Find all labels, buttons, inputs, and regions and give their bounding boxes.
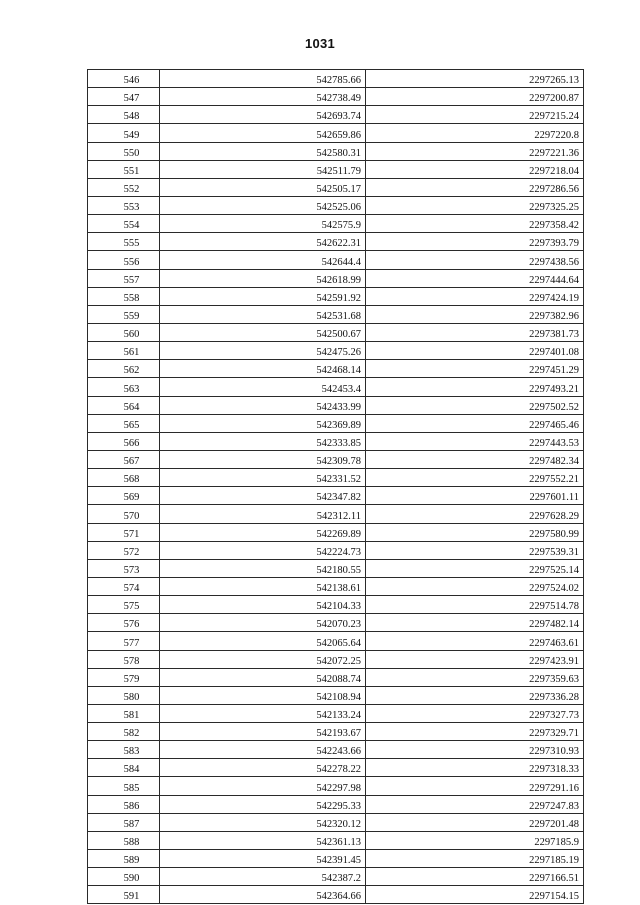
x-coordinate-cell: 542622.31 — [160, 233, 366, 251]
table-row — [88, 233, 584, 251]
y-coordinate-cell: 2297451.29 — [366, 360, 584, 378]
x-coordinate-cell: 542575.9 — [160, 215, 366, 233]
x-coordinate-cell: 542297.98 — [160, 777, 366, 795]
table-row — [88, 831, 584, 849]
y-coordinate-cell: 2297539.31 — [366, 541, 584, 559]
x-coordinate-cell: 542453.4 — [160, 378, 366, 396]
y-coordinate-cell: 2297359.63 — [366, 668, 584, 686]
point-number-cell: 554 — [88, 215, 160, 233]
point-number-cell: 549 — [88, 124, 160, 142]
y-coordinate-cell: 2297444.64 — [366, 269, 584, 287]
x-coordinate-cell: 542618.99 — [160, 269, 366, 287]
x-coordinate-cell: 542070.23 — [160, 614, 366, 632]
y-coordinate-cell: 2297200.87 — [366, 88, 584, 106]
table-row — [88, 269, 584, 287]
y-coordinate-cell: 2297291.16 — [366, 777, 584, 795]
point-number-cell: 590 — [88, 868, 160, 886]
x-coordinate-cell: 542269.89 — [160, 523, 366, 541]
y-coordinate-cell: 2297327.73 — [366, 704, 584, 722]
table-row — [88, 305, 584, 323]
table-row — [88, 450, 584, 468]
point-number-cell: 588 — [88, 831, 160, 849]
table-row — [88, 70, 584, 88]
y-coordinate-cell: 2297310.93 — [366, 741, 584, 759]
x-coordinate-cell: 542133.24 — [160, 704, 366, 722]
table-row — [88, 704, 584, 722]
x-coordinate-cell: 542505.17 — [160, 178, 366, 196]
point-number-cell: 583 — [88, 741, 160, 759]
point-number-cell: 564 — [88, 396, 160, 414]
table-row — [88, 124, 584, 142]
point-number-cell: 559 — [88, 305, 160, 323]
y-coordinate-cell: 2297218.04 — [366, 160, 584, 178]
table-row — [88, 360, 584, 378]
table-row — [88, 342, 584, 360]
table-row — [88, 850, 584, 868]
table-row — [88, 396, 584, 414]
y-coordinate-cell: 2297525.14 — [366, 559, 584, 577]
table-row — [88, 160, 584, 178]
point-number-cell: 577 — [88, 632, 160, 650]
x-coordinate-cell: 542108.94 — [160, 686, 366, 704]
x-coordinate-cell: 542659.86 — [160, 124, 366, 142]
table-row — [88, 596, 584, 614]
y-coordinate-cell: 2297463.61 — [366, 632, 584, 650]
y-coordinate-cell: 2297382.96 — [366, 305, 584, 323]
x-coordinate-cell: 542361.13 — [160, 831, 366, 849]
table-row — [88, 614, 584, 632]
table-row — [88, 196, 584, 214]
y-coordinate-cell: 2297482.14 — [366, 614, 584, 632]
x-coordinate-cell: 542391.45 — [160, 850, 366, 868]
table-row — [88, 106, 584, 124]
point-number-cell: 547 — [88, 88, 160, 106]
table-row — [88, 668, 584, 686]
x-coordinate-cell: 542193.67 — [160, 723, 366, 741]
y-coordinate-cell: 2297524.02 — [366, 577, 584, 595]
y-coordinate-cell: 2297358.42 — [366, 215, 584, 233]
point-number-cell: 576 — [88, 614, 160, 632]
point-number-cell: 553 — [88, 196, 160, 214]
x-coordinate-cell: 542525.06 — [160, 196, 366, 214]
point-number-cell: 580 — [88, 686, 160, 704]
x-coordinate-cell: 542138.61 — [160, 577, 366, 595]
point-number-cell: 569 — [88, 487, 160, 505]
x-coordinate-cell: 542104.33 — [160, 596, 366, 614]
point-number-cell: 562 — [88, 360, 160, 378]
table-row — [88, 251, 584, 269]
x-coordinate-cell: 542243.66 — [160, 741, 366, 759]
point-number-cell: 558 — [88, 287, 160, 305]
coordinates-table — [87, 69, 584, 904]
x-coordinate-cell: 542531.68 — [160, 305, 366, 323]
x-coordinate-cell: 542088.74 — [160, 668, 366, 686]
table-row — [88, 414, 584, 432]
x-coordinate-cell: 542320.12 — [160, 813, 366, 831]
x-coordinate-cell: 542312.11 — [160, 505, 366, 523]
table-row — [88, 323, 584, 341]
point-number-cell: 568 — [88, 469, 160, 487]
table-row — [88, 287, 584, 305]
y-coordinate-cell: 2297502.52 — [366, 396, 584, 414]
point-number-cell: 572 — [88, 541, 160, 559]
point-number-cell: 567 — [88, 450, 160, 468]
point-number-cell: 550 — [88, 142, 160, 160]
point-number-cell: 578 — [88, 650, 160, 668]
point-number-cell: 563 — [88, 378, 160, 396]
x-coordinate-cell: 542331.52 — [160, 469, 366, 487]
y-coordinate-cell: 2297286.56 — [366, 178, 584, 196]
y-coordinate-cell: 2297601.11 — [366, 487, 584, 505]
x-coordinate-cell: 542333.85 — [160, 432, 366, 450]
x-coordinate-cell: 542785.66 — [160, 70, 366, 88]
point-number-cell: 551 — [88, 160, 160, 178]
table-row — [88, 777, 584, 795]
point-number-cell: 565 — [88, 414, 160, 432]
x-coordinate-cell: 542433.99 — [160, 396, 366, 414]
x-coordinate-cell: 542224.73 — [160, 541, 366, 559]
point-number-cell: 579 — [88, 668, 160, 686]
point-number-cell: 581 — [88, 704, 160, 722]
x-coordinate-cell: 542580.31 — [160, 142, 366, 160]
x-coordinate-cell: 542738.49 — [160, 88, 366, 106]
y-coordinate-cell: 2297336.28 — [366, 686, 584, 704]
x-coordinate-cell: 542180.55 — [160, 559, 366, 577]
point-number-cell: 548 — [88, 106, 160, 124]
point-number-cell: 586 — [88, 795, 160, 813]
page-number: 1031 — [304, 36, 336, 51]
y-coordinate-cell: 2297215.24 — [366, 106, 584, 124]
point-number-cell: 555 — [88, 233, 160, 251]
x-coordinate-cell: 542347.82 — [160, 487, 366, 505]
point-number-cell: 557 — [88, 269, 160, 287]
y-coordinate-cell: 2297423.91 — [366, 650, 584, 668]
y-coordinate-cell: 2297443.53 — [366, 432, 584, 450]
x-coordinate-cell: 542072.25 — [160, 650, 366, 668]
y-coordinate-cell: 2297424.19 — [366, 287, 584, 305]
table-row — [88, 432, 584, 450]
table-row — [88, 541, 584, 559]
y-coordinate-cell: 2297552.21 — [366, 469, 584, 487]
x-coordinate-cell: 542511.79 — [160, 160, 366, 178]
coordinates-table-body — [88, 70, 584, 904]
point-number-cell: 552 — [88, 178, 160, 196]
table-row — [88, 886, 584, 904]
y-coordinate-cell: 2297401.08 — [366, 342, 584, 360]
point-number-cell: 561 — [88, 342, 160, 360]
x-coordinate-cell: 542468.14 — [160, 360, 366, 378]
point-number-cell: 560 — [88, 323, 160, 341]
table-row — [88, 559, 584, 577]
table-row — [88, 795, 584, 813]
table-row — [88, 378, 584, 396]
table-row — [88, 741, 584, 759]
y-coordinate-cell: 2297325.25 — [366, 196, 584, 214]
y-coordinate-cell: 2297166.51 — [366, 868, 584, 886]
point-number-cell: 582 — [88, 723, 160, 741]
table-row — [88, 523, 584, 541]
y-coordinate-cell: 2297628.29 — [366, 505, 584, 523]
table-row — [88, 650, 584, 668]
y-coordinate-cell: 2297154.15 — [366, 886, 584, 904]
x-coordinate-cell: 542065.64 — [160, 632, 366, 650]
x-coordinate-cell: 542500.67 — [160, 323, 366, 341]
x-coordinate-cell: 542369.89 — [160, 414, 366, 432]
table-row — [88, 868, 584, 886]
table-row — [88, 215, 584, 233]
y-coordinate-cell: 2297381.73 — [366, 323, 584, 341]
point-number-cell: 575 — [88, 596, 160, 614]
x-coordinate-cell: 542591.92 — [160, 287, 366, 305]
point-number-cell: 574 — [88, 577, 160, 595]
y-coordinate-cell: 2297201.48 — [366, 813, 584, 831]
table-row — [88, 505, 584, 523]
y-coordinate-cell: 2297493.21 — [366, 378, 584, 396]
y-coordinate-cell: 2297482.34 — [366, 450, 584, 468]
table-row — [88, 723, 584, 741]
table-row — [88, 487, 584, 505]
table-row — [88, 577, 584, 595]
table-row — [88, 142, 584, 160]
x-coordinate-cell: 542278.22 — [160, 759, 366, 777]
y-coordinate-cell: 2297438.56 — [366, 251, 584, 269]
x-coordinate-cell: 542387.2 — [160, 868, 366, 886]
x-coordinate-cell: 542644.4 — [160, 251, 366, 269]
point-number-cell: 571 — [88, 523, 160, 541]
table-row — [88, 178, 584, 196]
table-row — [88, 88, 584, 106]
point-number-cell: 566 — [88, 432, 160, 450]
y-coordinate-cell: 2297185.19 — [366, 850, 584, 868]
x-coordinate-cell: 542693.74 — [160, 106, 366, 124]
y-coordinate-cell: 2297220.8 — [366, 124, 584, 142]
table-row — [88, 686, 584, 704]
y-coordinate-cell: 2297221.36 — [366, 142, 584, 160]
point-number-cell: 587 — [88, 813, 160, 831]
y-coordinate-cell: 2297514.78 — [366, 596, 584, 614]
y-coordinate-cell: 2297329.71 — [366, 723, 584, 741]
x-coordinate-cell: 542295.33 — [160, 795, 366, 813]
y-coordinate-cell: 2297185.9 — [366, 831, 584, 849]
point-number-cell: 573 — [88, 559, 160, 577]
y-coordinate-cell: 2297265.13 — [366, 70, 584, 88]
table-row — [88, 469, 584, 487]
y-coordinate-cell: 2297580.99 — [366, 523, 584, 541]
table-row — [88, 632, 584, 650]
y-coordinate-cell: 2297247.83 — [366, 795, 584, 813]
table-row — [88, 759, 584, 777]
y-coordinate-cell: 2297318.33 — [366, 759, 584, 777]
point-number-cell: 556 — [88, 251, 160, 269]
y-coordinate-cell: 2297393.79 — [366, 233, 584, 251]
y-coordinate-cell: 2297465.46 — [366, 414, 584, 432]
point-number-cell: 546 — [88, 70, 160, 88]
x-coordinate-cell: 542364.66 — [160, 886, 366, 904]
point-number-cell: 589 — [88, 850, 160, 868]
point-number-cell: 584 — [88, 759, 160, 777]
point-number-cell: 570 — [88, 505, 160, 523]
x-coordinate-cell: 542309.78 — [160, 450, 366, 468]
point-number-cell: 591 — [88, 886, 160, 904]
table-row — [88, 813, 584, 831]
x-coordinate-cell: 542475.26 — [160, 342, 366, 360]
point-number-cell: 585 — [88, 777, 160, 795]
